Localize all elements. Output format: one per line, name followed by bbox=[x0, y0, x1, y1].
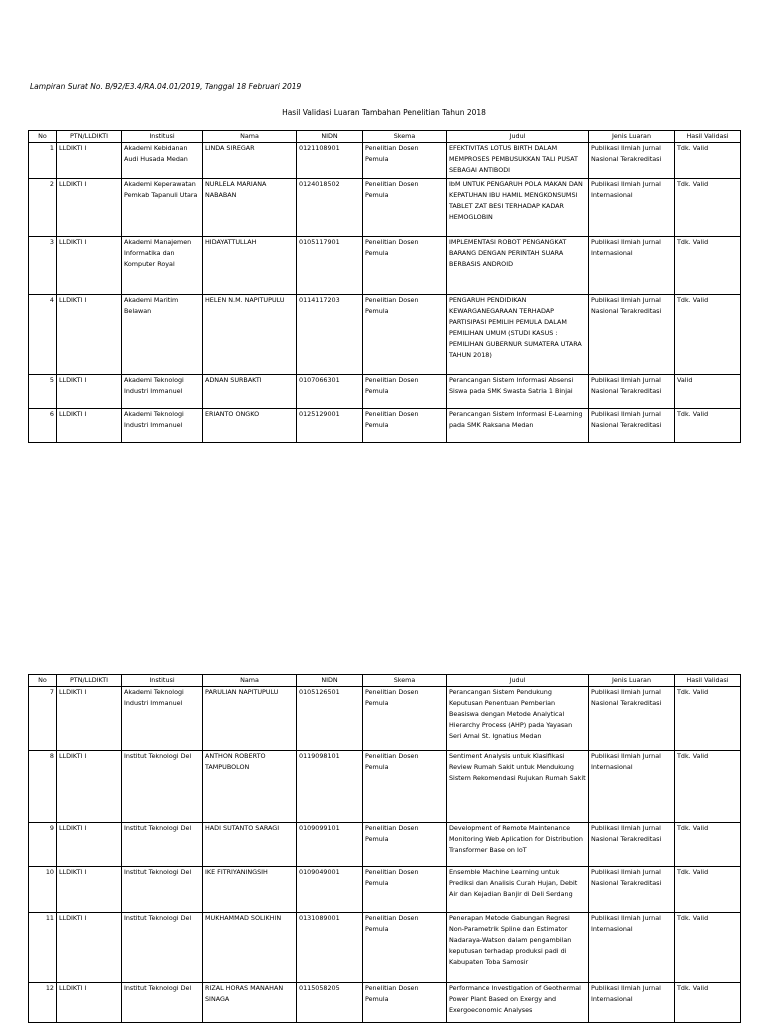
cell-no: 8 bbox=[29, 751, 57, 823]
column-header-skema: Skema bbox=[363, 675, 447, 687]
cell-institusi: Akademi Teknologi Industri Immanuel bbox=[122, 375, 203, 409]
cell-institusi: Akademi Manajemen Informatika dan Komputer Royal bbox=[122, 237, 203, 295]
cell-judul: EFEKTIVITAS LOTUS BIRTH DALAM MEMPROSES PEMBUSUKKAN TALI PUSAT SEBAGAI ANTIBODI bbox=[447, 143, 589, 179]
cell-nidn: 0114117203 bbox=[297, 295, 363, 375]
validation-table-page-2 bbox=[28, 674, 741, 1023]
column-header-jenis: Jenis Luaran bbox=[589, 675, 675, 687]
table-row bbox=[29, 237, 741, 295]
cell-no: 12 bbox=[29, 983, 57, 1023]
cell-skema: Penelitian Dosen Pemula bbox=[363, 687, 447, 751]
column-header-nama: Nama bbox=[203, 675, 297, 687]
cell-skema: Penelitian Dosen Pemula bbox=[363, 823, 447, 867]
cell-institusi: Akademi Teknologi Industri Immanuel bbox=[122, 409, 203, 443]
cell-skema: Penelitian Dosen Pemula bbox=[363, 751, 447, 823]
table-row bbox=[29, 983, 741, 1023]
cell-no: 10 bbox=[29, 867, 57, 913]
cell-nidn: 0109049001 bbox=[297, 867, 363, 913]
column-header-ptn: PTN/LLDIKTI bbox=[57, 675, 122, 687]
cell-no: 7 bbox=[29, 687, 57, 751]
column-header-nidn: NIDN bbox=[297, 131, 363, 143]
cell-no: 1 bbox=[29, 143, 57, 179]
cell-judul: IMPLEMENTASI ROBOT PENGANGKAT BARANG DENGAN PERINTAH SUARA BERBASIS ANDROID bbox=[447, 237, 589, 295]
cell-skema: Penelitian Dosen Pemula bbox=[363, 375, 447, 409]
cell-ptn: LLDIKTI I bbox=[57, 143, 122, 179]
cell-nidn: 0121108901 bbox=[297, 143, 363, 179]
cell-judul: IbM UNTUK PENGARUH POLA MAKAN DAN KEPATUHAN IBU HAMIL MENGKONSUMSI TABLET ZAT BESI TERHADAP KADAR HEMOGLOBIN bbox=[447, 179, 589, 237]
cell-institusi: Institut Teknologi Del bbox=[122, 751, 203, 823]
cell-nama: ADNAN SURBAKTI bbox=[203, 375, 297, 409]
cell-jenis: Publikasi Ilmiah Jurnal Internasional bbox=[589, 751, 675, 823]
cell-skema: Penelitian Dosen Pemula bbox=[363, 409, 447, 443]
letter-reference: Lampiran Surat No. B/92/E3.4/RA.04.01/2019, Tanggal 18 Februari 2019 bbox=[30, 82, 302, 91]
cell-no: 3 bbox=[29, 237, 57, 295]
cell-nidn: 0107066301 bbox=[297, 375, 363, 409]
cell-judul: Perancangan Sistem Pendukung Keputusan Penentuan Pemberian Beasiswa dengan Metode Analytical Hierarchy Process (AHP) pada Yayasan Seri Amal St. Ignatius Medan bbox=[447, 687, 589, 751]
cell-jenis: Publikasi Ilmiah Jurnal Internasional bbox=[589, 913, 675, 983]
cell-no: 6 bbox=[29, 409, 57, 443]
cell-nidn: 0124018502 bbox=[297, 179, 363, 237]
cell-hasil: Valid bbox=[675, 375, 741, 409]
cell-nama: HADI SUTANTO SARAGI bbox=[203, 823, 297, 867]
cell-no: 4 bbox=[29, 295, 57, 375]
cell-ptn: LLDIKTI I bbox=[57, 913, 122, 983]
cell-hasil: Tdk. Valid bbox=[675, 983, 741, 1023]
cell-ptn: LLDIKTI I bbox=[57, 409, 122, 443]
cell-nama: HELEN N.M. NAPITUPULU bbox=[203, 295, 297, 375]
cell-judul: PENGARUH PENDIDIKAN KEWARGANEGARAAN TERHADAP PARTISIPASI PEMILIH PEMULA DALAM PEMILIHAN UMUM (STUDI KASUS : PEMILIHAN GUBERNUR SUMATERA UTARA TAHUN 2018) bbox=[447, 295, 589, 375]
cell-skema: Penelitian Dosen Pemula bbox=[363, 143, 447, 179]
cell-skema: Penelitian Dosen Pemula bbox=[363, 295, 447, 375]
cell-ptn: LLDIKTI I bbox=[57, 751, 122, 823]
cell-institusi: Institut Teknologi Del bbox=[122, 983, 203, 1023]
column-header-hasil: Hasil Validasi bbox=[675, 675, 741, 687]
column-header-nama: Nama bbox=[203, 131, 297, 143]
column-header-jenis: Jenis Luaran bbox=[589, 131, 675, 143]
cell-nidn: 0119098101 bbox=[297, 751, 363, 823]
column-header-judul: Judul bbox=[447, 675, 589, 687]
cell-nama: LINDA SIREGAR bbox=[203, 143, 297, 179]
table-row bbox=[29, 913, 741, 983]
table-row bbox=[29, 687, 741, 751]
cell-hasil: Tdk. Valid bbox=[675, 687, 741, 751]
cell-nama: NURLELA MARIANA NABABAN bbox=[203, 179, 297, 237]
cell-ptn: LLDIKTI I bbox=[57, 823, 122, 867]
cell-skema: Penelitian Dosen Pemula bbox=[363, 867, 447, 913]
cell-nidn: 0115058205 bbox=[297, 983, 363, 1023]
cell-jenis: Publikasi Ilmiah Jurnal Nasional Terakreditasi bbox=[589, 687, 675, 751]
cell-ptn: LLDIKTI I bbox=[57, 867, 122, 913]
validation-table-page-1 bbox=[28, 130, 741, 443]
cell-hasil: Tdk. Valid bbox=[675, 295, 741, 375]
column-header-institusi: Institusi bbox=[122, 675, 203, 687]
cell-no: 11 bbox=[29, 913, 57, 983]
cell-skema: Penelitian Dosen Pemula bbox=[363, 237, 447, 295]
cell-nidn: 0105126501 bbox=[297, 687, 363, 751]
cell-no: 2 bbox=[29, 179, 57, 237]
column-header-ptn: PTN/LLDIKTI bbox=[57, 131, 122, 143]
cell-institusi: Akademi Keperawatan Pemkab Tapanuli Utara bbox=[122, 179, 203, 237]
cell-nama: MUKHAMMAD SOLIKHIN bbox=[203, 913, 297, 983]
cell-hasil: Tdk. Valid bbox=[675, 823, 741, 867]
cell-ptn: LLDIKTI I bbox=[57, 983, 122, 1023]
cell-judul: Perancangan Sistem Informasi Absensi Siswa pada SMK Swasta Satria 1 Binjai bbox=[447, 375, 589, 409]
cell-nidn: 0109099101 bbox=[297, 823, 363, 867]
cell-institusi: Institut Teknologi Del bbox=[122, 867, 203, 913]
cell-judul: Sentiment Analysis untuk Klasifikasi Review Rumah Sakit untuk Mendukung Sistem Rekomendasi Rujukan Rumah Sakit bbox=[447, 751, 589, 823]
cell-hasil: Tdk. Valid bbox=[675, 867, 741, 913]
cell-ptn: LLDIKTI I bbox=[57, 179, 122, 237]
cell-nama: ANTHON ROBERTO TAMPUBOLON bbox=[203, 751, 297, 823]
table-row bbox=[29, 179, 741, 237]
cell-jenis: Publikasi Ilmiah Jurnal Nasional Terakreditasi bbox=[589, 867, 675, 913]
cell-judul: Penerapan Metode Gabungan Regresi Non-Parametrik Spline dan Estimator Nadaraya-Watson dalam pengambilan keputusan terhadap produksi padi di Kabupaten Toba Samosir bbox=[447, 913, 589, 983]
cell-nama: HIDAYATTULLAH bbox=[203, 237, 297, 295]
cell-hasil: Tdk. Valid bbox=[675, 179, 741, 237]
cell-jenis: Publikasi Ilmiah Jurnal Nasional Terakreditasi bbox=[589, 409, 675, 443]
table-row bbox=[29, 867, 741, 913]
cell-ptn: LLDIKTI I bbox=[57, 295, 122, 375]
cell-ptn: LLDIKTI I bbox=[57, 237, 122, 295]
column-header-skema: Skema bbox=[363, 131, 447, 143]
cell-institusi: Institut Teknologi Del bbox=[122, 913, 203, 983]
cell-skema: Penelitian Dosen Pemula bbox=[363, 913, 447, 983]
cell-skema: Penelitian Dosen Pemula bbox=[363, 179, 447, 237]
cell-skema: Penelitian Dosen Pemula bbox=[363, 983, 447, 1023]
cell-no: 5 bbox=[29, 375, 57, 409]
cell-jenis: Publikasi Ilmiah Jurnal Internasional bbox=[589, 983, 675, 1023]
cell-nama: IKE FITRIYANINGSIH bbox=[203, 867, 297, 913]
column-header-no: No bbox=[29, 675, 57, 687]
cell-ptn: LLDIKTI I bbox=[57, 375, 122, 409]
column-header-judul: Judul bbox=[447, 131, 589, 143]
cell-nidn: 0131089001 bbox=[297, 913, 363, 983]
table-row bbox=[29, 409, 741, 443]
cell-nama: RIZAL HORAS MANAHAN SINAGA bbox=[203, 983, 297, 1023]
cell-judul: Ensemble Machine Learning untuk Prediksi dan Analisis Curah Hujan, Debit Air dan Kejadian Banjir di Deli Serdang bbox=[447, 867, 589, 913]
cell-nama: PARULIAN NAPITUPULU bbox=[203, 687, 297, 751]
cell-judul: Performance Investigation of Geothermal Power Plant Based on Exergy and Exergoeconomic Analyses bbox=[447, 983, 589, 1023]
cell-jenis: Publikasi Ilmiah Jurnal Internasional bbox=[589, 237, 675, 295]
cell-nidn: 0105117901 bbox=[297, 237, 363, 295]
cell-hasil: Tdk. Valid bbox=[675, 409, 741, 443]
table-row bbox=[29, 143, 741, 179]
column-header-no: No bbox=[29, 131, 57, 143]
cell-ptn: LLDIKTI I bbox=[57, 687, 122, 751]
cell-nama: ERIANTO ONGKO bbox=[203, 409, 297, 443]
document-title: Hasil Validasi Luaran Tambahan Penelitian Tahun 2018 bbox=[282, 108, 486, 117]
cell-hasil: Tdk. Valid bbox=[675, 143, 741, 179]
cell-institusi: Institut Teknologi Del bbox=[122, 823, 203, 867]
cell-institusi: Akademi Kebidanan Audi Husada Medan bbox=[122, 143, 203, 179]
cell-hasil: Tdk. Valid bbox=[675, 913, 741, 983]
cell-institusi: Akademi Teknologi Industri Immanuel bbox=[122, 687, 203, 751]
cell-judul: Perancangan Sistem Informasi E-Learning pada SMK Raksana Medan bbox=[447, 409, 589, 443]
cell-no: 9 bbox=[29, 823, 57, 867]
cell-hasil: Tdk. Valid bbox=[675, 751, 741, 823]
cell-hasil: Tdk. Valid bbox=[675, 237, 741, 295]
column-header-hasil: Hasil Validasi bbox=[675, 131, 741, 143]
column-header-institusi: Institusi bbox=[122, 131, 203, 143]
cell-jenis: Publikasi Ilmiah Jurnal Nasional Terakreditasi bbox=[589, 143, 675, 179]
cell-judul: Development of Remote Maintenance Monitoring Web Aplication for Distribution Transformer Base on IoT bbox=[447, 823, 589, 867]
column-header-nidn: NIDN bbox=[297, 675, 363, 687]
cell-jenis: Publikasi Ilmiah Jurnal Internasional bbox=[589, 179, 675, 237]
cell-nidn: 0125129001 bbox=[297, 409, 363, 443]
cell-jenis: Publikasi Ilmiah Jurnal Nasional Terakreditasi bbox=[589, 823, 675, 867]
table-row bbox=[29, 823, 741, 867]
cell-jenis: Publikasi Ilmiah Jurnal Nasional Terakreditasi bbox=[589, 295, 675, 375]
cell-jenis: Publikasi Ilmiah Jurnal Nasional Terakreditasi bbox=[589, 375, 675, 409]
table-row bbox=[29, 375, 741, 409]
table-row bbox=[29, 751, 741, 823]
cell-institusi: Akademi Maritim Belawan bbox=[122, 295, 203, 375]
table-row bbox=[29, 295, 741, 375]
